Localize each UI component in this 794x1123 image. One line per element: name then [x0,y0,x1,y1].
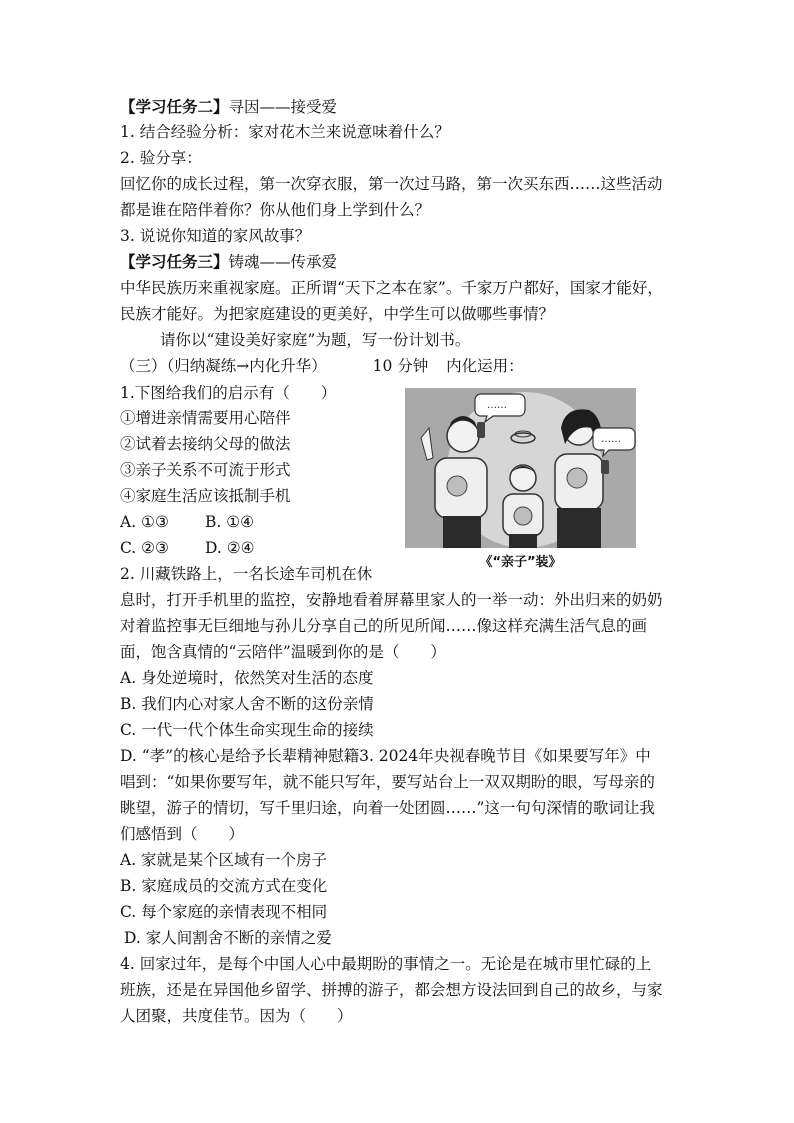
section3-label: 内化运用： [446,357,524,375]
q2-stem-line1: 2. 川藏铁路上，一名长途车司机在休 [120,565,373,583]
section3-header [120,356,524,376]
task3-heading [120,252,337,272]
task2-heading-tag: 【学习任务二】 [120,97,229,116]
task3-body-line3: 请你以“建设美好家庭”为题，写一份计划书。 [160,331,471,349]
family-illustration-art [405,388,636,548]
q3-stem-line3: 们感悟到（ ） [120,825,245,843]
q4-stem-line1: 4. 回家过年，是每个中国人心中最期盼的事情之一。无论是在城市里忙碌的上 [120,955,652,973]
section3-title: （三）（归纳凝练→内化升华） [120,357,327,375]
q3-choice-d: D. 家人间割舍不断的亲情之爱 [124,929,332,947]
q4-stem-line3: 人团聚，共度佳节。因为（ ） [120,1007,353,1025]
q2-choice-d: D. “孝”的核心是给予长辈精神慰籍3. 2024年央视春晚节目《如果要写年》中 [120,747,651,765]
q1-choice-b: B. ①④ [205,513,255,531]
q4-stem-line2: 班族，还是在异国他乡留学、拼搏的游子，都会想方设法回到自己的故乡，与家 [120,981,663,999]
task3-body-line1: 中华民族历来重视家庭。正所谓“天下之本在家”。千家万户都好，国家才能好， [120,279,663,297]
q2-stem-line3: 对着监控事无巨细地与孙儿分享自己的所见所闻……像这样充满生活气息的画 [120,617,648,635]
task2-question-2-body-line1: 回忆你的成长过程，第一次穿衣服，第一次过马路，第一次买东西……这些活动 [120,175,663,193]
q3-stem-line1: 唱到：“如果你要写年，就不能只写年，要写站台上一双双期盼的眼，写母亲的 [120,773,655,791]
q3-choice-c: C. 每个家庭的亲情表现不相同 [120,903,328,921]
q1-statement-4: ④家庭生活应该抵制手机 [120,487,291,505]
q2-choice-c: C. 一代一代个体生命实现生命的接续 [120,721,374,739]
task3-body-line2: 民族才能好。为把家庭建设的更美好，中学生可以做哪些事情？ [120,305,555,323]
illustration-caption: 《“亲子”装》 [479,555,562,570]
q1-choice-a: A. ①③ [120,513,169,531]
q1-statement-1: ①增进亲情需要用心陪伴 [120,409,291,427]
q2-stem-line2: 息时，打开手机里的监控，安静地看着屏幕里家人的一举一动：外出归来的奶奶 [120,591,663,609]
q1-stem: 1.下图给我们的启示有（ ） [120,384,337,402]
task2-question-2: 2. 验分享： [120,149,202,167]
q2-choice-b: B. 我们内心对家人舍不断的这份亲情 [120,695,374,713]
bubble-right-text: …… [601,434,621,445]
q2-choice-a: A. 身处逆境时，依然笑对生活的态度 [120,669,374,687]
task2-question-3: 3. 说说你知道的家风故事？ [120,227,311,245]
q3-stem-line2: 眺望，游子的情切，写千里归途，向着一处团圆……”这一句句深情的歌词让我 [120,799,655,817]
q1-statement-2: ②试着去接纳父母的做法 [120,435,291,453]
q1-choice-d: D. ②④ [205,539,255,557]
task2-heading [120,97,337,117]
task2-question-2-body-line2: 都是谁在陪伴着你？你从他们身上学到什么？ [120,201,431,219]
task2-question-1: 1. 结合经验分析：家对花木兰来说意味着什么？ [120,123,450,141]
task3-heading-tag: 【学习任务三】 [120,252,229,271]
q1-choice-c: C. ②③ [120,539,169,557]
task2-heading-text: 寻因——接受爱 [228,98,338,116]
section3-time: 10 分钟 [372,357,429,375]
q3-choice-a: A. 家就是某个区域有一个房子 [120,851,328,869]
task3-heading-text: 铸魂——传承爱 [228,253,338,271]
q1-statement-3: ③亲子关系不可流于形式 [120,461,291,479]
q2-stem-line4: 面，饱含真情的“云陪伴”温暖到你的是（ ） [120,643,446,661]
q3-choice-b: B. 家庭成员的交流方式在变化 [120,877,328,895]
family-illustration [405,388,636,548]
bubble-left-text: …… [487,400,507,411]
